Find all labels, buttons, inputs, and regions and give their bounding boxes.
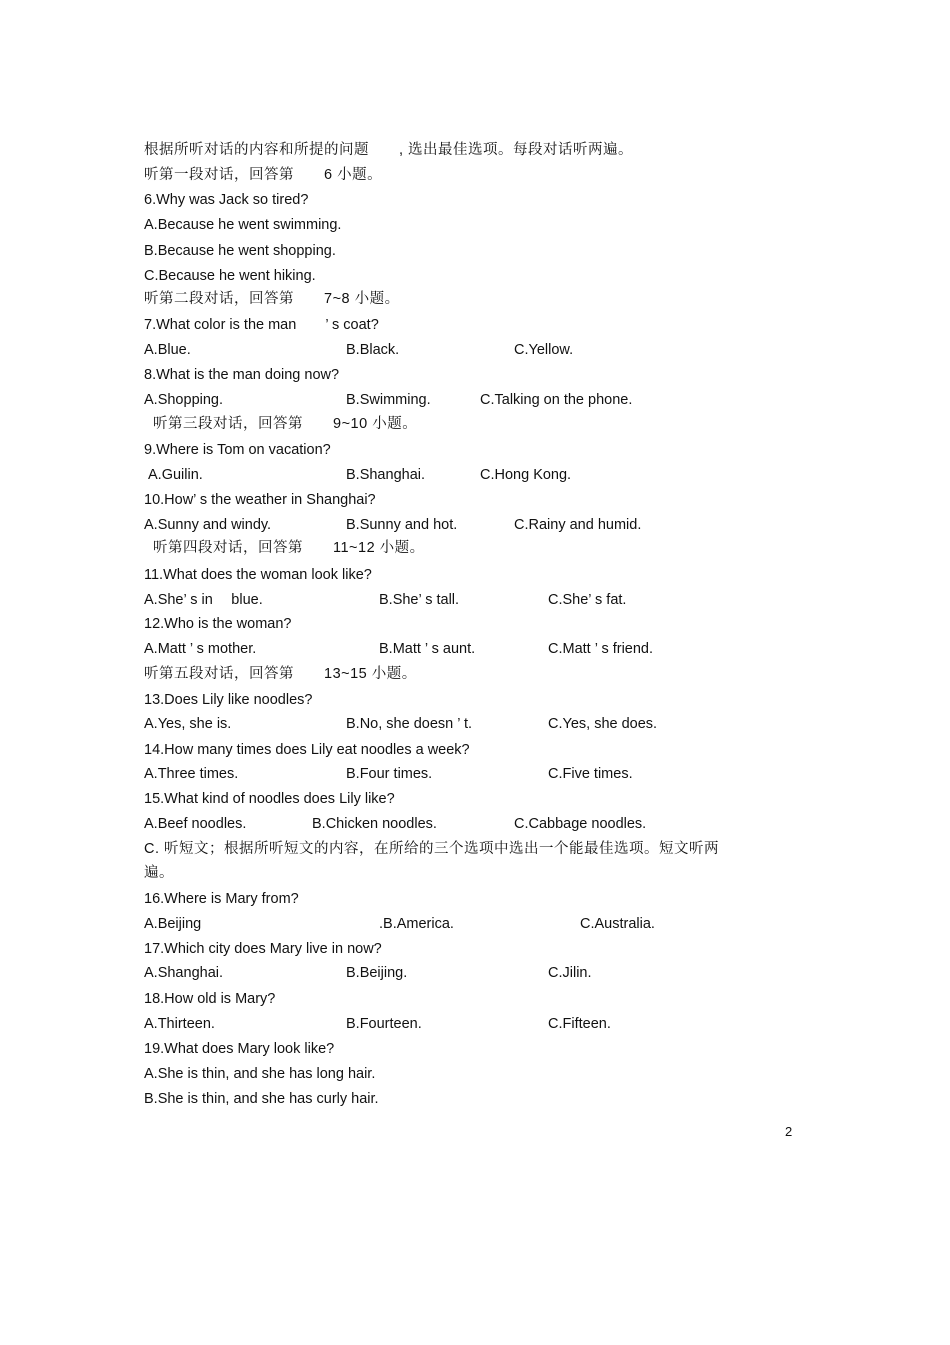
option-14b: B.Four times.	[346, 766, 433, 782]
option-6b: B.Because he went shopping.	[144, 243, 336, 259]
option-14a: A.Three times.	[144, 766, 239, 782]
section-heading-4: 听第四段对话，回答第 11~12 小题。	[153, 540, 425, 556]
option-17b: B.Beijing.	[346, 965, 408, 981]
section-c-instructions-cont: 遍。	[144, 865, 174, 881]
option-11a: A.She’ s in blue.	[144, 592, 263, 608]
option-18a: A.Thirteen.	[144, 1016, 215, 1032]
option-9b: B.Shanghai.	[346, 467, 426, 483]
option-15c: C.Cabbage noodles.	[514, 816, 647, 832]
section-heading-3: 听第三段对话，回答第 9~10 小题。	[153, 416, 418, 432]
section-heading-2: 听第二段对话，回答第 7~8 小题。	[144, 291, 400, 307]
question-15: 15.What kind of noodles does Lily like?	[144, 791, 395, 807]
option-6a: A.Because he went swimming.	[144, 217, 342, 233]
question-8: 8.What is the man doing now?	[144, 367, 340, 383]
option-8b: B.Swimming.	[346, 392, 431, 408]
option-16a: A.Beijing	[144, 916, 202, 932]
option-15b: B.Chicken noodles.	[312, 816, 437, 832]
option-8c: C.Talking on the phone.	[480, 392, 633, 408]
question-11: 11.What does the woman look like?	[144, 567, 372, 583]
option-15a: A.Beef noodles.	[144, 816, 247, 832]
option-11b: B.She’ s tall.	[379, 592, 460, 608]
option-16c: C.Australia.	[580, 916, 655, 932]
option-13a: A.Yes, she is.	[144, 716, 232, 732]
question-6: 6.Why was Jack so tired?	[144, 192, 309, 208]
option-17c: C.Jilin.	[548, 965, 592, 981]
option-17a: A.Shanghai.	[144, 965, 224, 981]
option-14c: C.Five times.	[548, 766, 633, 782]
option-12c: C.Matt ’ s friend.	[548, 641, 654, 657]
option-11c: C.She’ s fat.	[548, 592, 627, 608]
option-13c: C.Yes, she does.	[548, 716, 658, 732]
option-9c: C.Hong Kong.	[480, 467, 572, 483]
question-18: 18.How old is Mary?	[144, 991, 276, 1007]
option-9a: A.Guilin.	[148, 467, 203, 483]
option-6c: C.Because he went hiking.	[144, 268, 316, 284]
question-16: 16.Where is Mary from?	[144, 891, 299, 907]
section-heading-5: 听第五段对话，回答第 13~15 小题。	[144, 666, 417, 682]
option-12b: B.Matt ’ s aunt.	[379, 641, 476, 657]
option-8a: A.Shopping.	[144, 392, 224, 408]
option-7a: A.Blue.	[144, 342, 191, 358]
option-7c: C.Yellow.	[514, 342, 574, 358]
option-19a: A.She is thin, and she has long hair.	[144, 1066, 376, 1082]
option-10b: B.Sunny and hot.	[346, 517, 458, 533]
instructions: 根据所听对话的内容和所提的问题 , 选出最佳选项。每段对话听两遍。	[144, 142, 634, 158]
option-10a: A.Sunny and windy.	[144, 517, 272, 533]
option-16b: .B.America.	[379, 916, 454, 932]
option-13b: B.No, she doesn ’ t.	[346, 716, 473, 732]
question-9: 9.Where is Tom on vacation?	[144, 442, 331, 458]
option-18c: C.Fifteen.	[548, 1016, 611, 1032]
question-17: 17.Which city does Mary live in now?	[144, 941, 382, 957]
question-12: 12.Who is the woman?	[144, 616, 292, 632]
question-10: 10.How’ s the weather in Shanghai?	[144, 492, 376, 508]
option-7b: B.Black.	[346, 342, 400, 358]
section-c-instructions: C. 听短文；根据所听短文的内容，在所给的三个选项中选出一个能最佳选项。短文听两	[144, 841, 720, 857]
option-10c: C.Rainy and humid.	[514, 517, 642, 533]
option-12a: A.Matt ’ s mother.	[144, 641, 257, 657]
question-7: 7.What color is the man ’ s coat?	[144, 317, 379, 333]
question-13: 13.Does Lily like noodles?	[144, 692, 313, 708]
question-14: 14.How many times does Lily eat noodles a week?	[144, 742, 470, 758]
question-19: 19.What does Mary look like?	[144, 1041, 335, 1057]
section-heading-1: 听第一段对话，回答第 6 小题。	[144, 167, 383, 183]
option-19b: B.She is thin, and she has curly hair.	[144, 1091, 379, 1107]
option-18b: B.Fourteen.	[346, 1016, 422, 1032]
page-number: 2	[785, 1124, 793, 1139]
